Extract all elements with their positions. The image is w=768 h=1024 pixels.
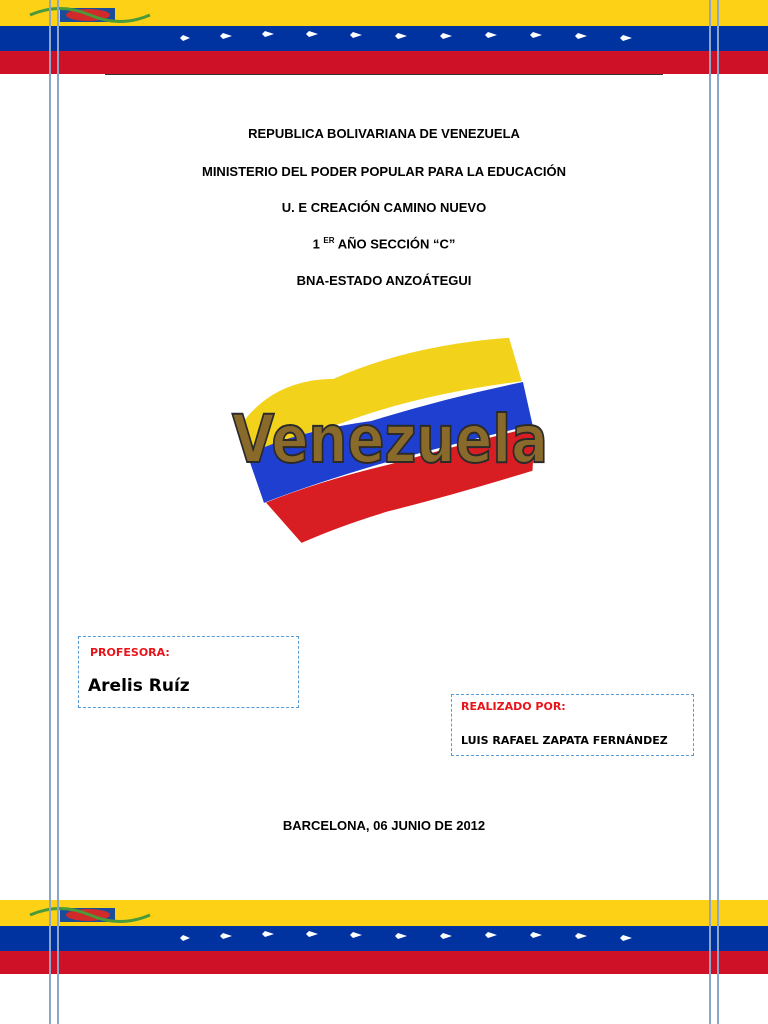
state-line: BNA-ESTADO ANZOÁTEGUI xyxy=(296,273,472,288)
logo-text: Venezuela xyxy=(232,401,548,478)
coat-of-arms-icon xyxy=(30,8,150,22)
right-border-line xyxy=(717,0,719,1024)
venezuela-logo xyxy=(225,330,555,550)
year-rest: AÑO SECCIÓN “C” xyxy=(337,236,456,252)
coat-of-arms-icon xyxy=(30,908,150,922)
year-superscript: ER xyxy=(323,236,335,245)
teacher-name: Arelis Ruíz xyxy=(88,676,190,696)
left-border-line-inner xyxy=(57,0,59,1024)
author-label: REALIZADO POR: xyxy=(461,700,566,713)
left-border-line xyxy=(49,0,51,1024)
teacher-label: PROFESORA: xyxy=(90,646,170,659)
header-rule xyxy=(105,74,663,75)
flag-stars-bottom xyxy=(0,900,768,974)
year-number: 1 xyxy=(312,236,320,252)
bottom-flag-band xyxy=(0,900,768,974)
header-line-1: REPUBLICA BOLIVARIANA DE VENEZUELA xyxy=(248,126,520,141)
header-line-2: MINISTERIO DEL PODER POPULAR PARA LA EDUCACIÓN xyxy=(201,164,567,179)
author-name: LUIS RAFAEL ZAPATA FERNÁNDEZ xyxy=(461,734,668,747)
year-section-line xyxy=(0,236,768,251)
date-line: BARCELONA, 06 JUNIO DE 2012 xyxy=(282,818,486,833)
top-flag-band xyxy=(0,0,768,74)
header-line-3: U. E CREACIÓN CAMINO NUEVO xyxy=(281,200,487,215)
flag-stars-top xyxy=(0,0,768,74)
right-border-line-inner xyxy=(709,0,711,1024)
